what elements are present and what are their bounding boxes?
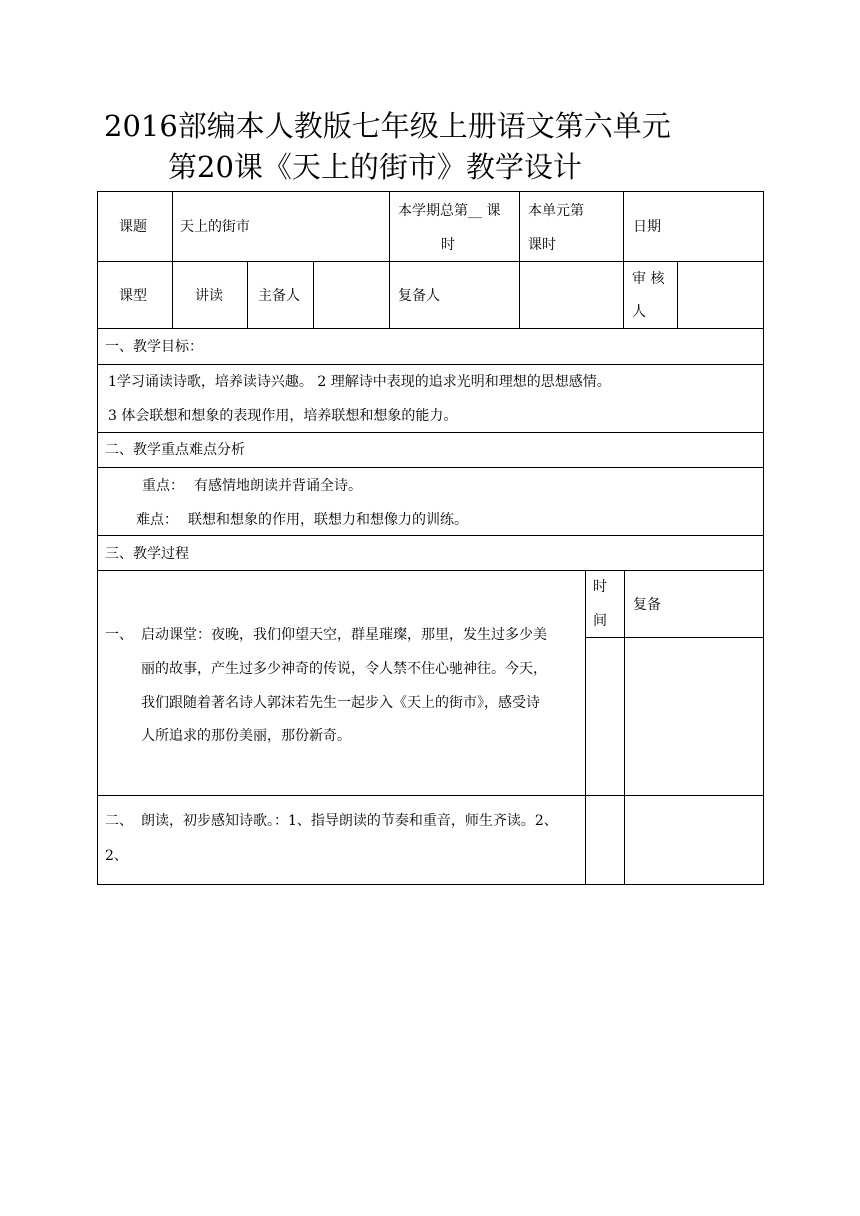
row-divider-5 xyxy=(97,467,764,468)
objectives-line1: 1学习诵读诗歌，培养读诗兴趣。 2 理解诗中表现的追求光明和理想的思想感情。 xyxy=(108,374,611,390)
col-divider-b2 xyxy=(313,261,314,329)
col-divider-d xyxy=(519,191,520,329)
col-divider-a xyxy=(172,191,173,329)
row-divider-6 xyxy=(97,535,764,536)
step1-line: 我们跟随着著名诗人郭沫若先生一起步入《天上的街市》，感受诗 xyxy=(141,695,540,711)
step2-number: 二、 xyxy=(105,813,133,829)
unit-lesson-line1: 本单元第 xyxy=(528,203,584,219)
table-border-bottom xyxy=(97,884,764,885)
row-divider-8 xyxy=(97,795,764,796)
table-border-right xyxy=(763,191,764,885)
table-border-top xyxy=(97,191,764,192)
co-preparer-label: 复备人 xyxy=(398,288,440,304)
step1-line: 人所追求的那份美丽，那份新奇。 xyxy=(141,728,351,744)
focus-text: 有感情地朗读并背诵全诗。 xyxy=(194,478,362,494)
time-label-line2: 间 xyxy=(593,613,607,629)
row-divider-2 xyxy=(97,328,764,329)
lesson-type-value: 讲读 xyxy=(195,288,223,304)
difficulty-label: 难点： xyxy=(136,512,178,528)
row-divider-1 xyxy=(97,261,764,262)
objectives-heading: 一、教学目标： xyxy=(105,339,203,355)
document-title-line2: 第20课《天上的街市》教学设计 xyxy=(168,150,582,184)
time-review-divider xyxy=(585,637,764,638)
time-label-line1: 时 xyxy=(593,579,607,595)
key-points-heading: 二、教学重点难点分析 xyxy=(105,442,245,458)
col-divider-c-row1 xyxy=(389,191,390,262)
process-heading: 三、教学过程 xyxy=(105,546,189,562)
row-divider-7 xyxy=(97,570,764,571)
row-divider-4 xyxy=(97,432,764,433)
unit-lesson-line2: 课时 xyxy=(528,237,556,253)
step2-line2: 2、 xyxy=(105,848,128,864)
topic-label: 课题 xyxy=(119,219,147,235)
col-divider-c-row2 xyxy=(389,261,390,329)
difficulty-text: 联想和想象的作用，联想力和想像力的训练。 xyxy=(188,512,468,528)
step1-line: 丽的故事，产生过多少神奇的传说，令人禁不住心驰神往。今天， xyxy=(141,661,547,677)
col-divider-e xyxy=(623,191,624,329)
step1-line: 启动课堂：夜晚，我们仰望天空，群星璀璨，那里，发生过多少美 xyxy=(141,627,547,643)
document-title-line1: 2016部编本人教版七年级上册语文第六单元 xyxy=(104,109,671,143)
table-border-left xyxy=(97,191,98,885)
lesson-type-label: 课型 xyxy=(119,288,147,304)
step2-text: 朗读，初步感知诗歌。：1、指导朗读的节奏和重音，师生齐读。2、 xyxy=(141,813,558,829)
objectives-line2: 3 体会联想和想象的表现作用，培养联想和想象的能力。 xyxy=(108,408,458,424)
date-label: 日期 xyxy=(633,219,661,235)
reviewer-line2: 人 xyxy=(632,304,646,320)
process-col-review xyxy=(624,570,625,885)
term-total-line2: 时 xyxy=(441,237,455,253)
process-col-time xyxy=(585,570,586,885)
focus-label: 重点： xyxy=(142,478,184,494)
main-preparer-label: 主备人 xyxy=(258,288,300,304)
reviewer-line1: 审 核 xyxy=(632,271,665,287)
row-divider-3 xyxy=(97,364,764,365)
topic-value: 天上的街市 xyxy=(180,219,250,235)
term-total-line1: 本学期总第__ 课 xyxy=(398,203,501,219)
col-divider-b xyxy=(247,261,248,329)
step1-number: 一、 xyxy=(105,627,133,643)
col-divider-f xyxy=(677,261,678,329)
review-label: 复备 xyxy=(633,597,661,613)
